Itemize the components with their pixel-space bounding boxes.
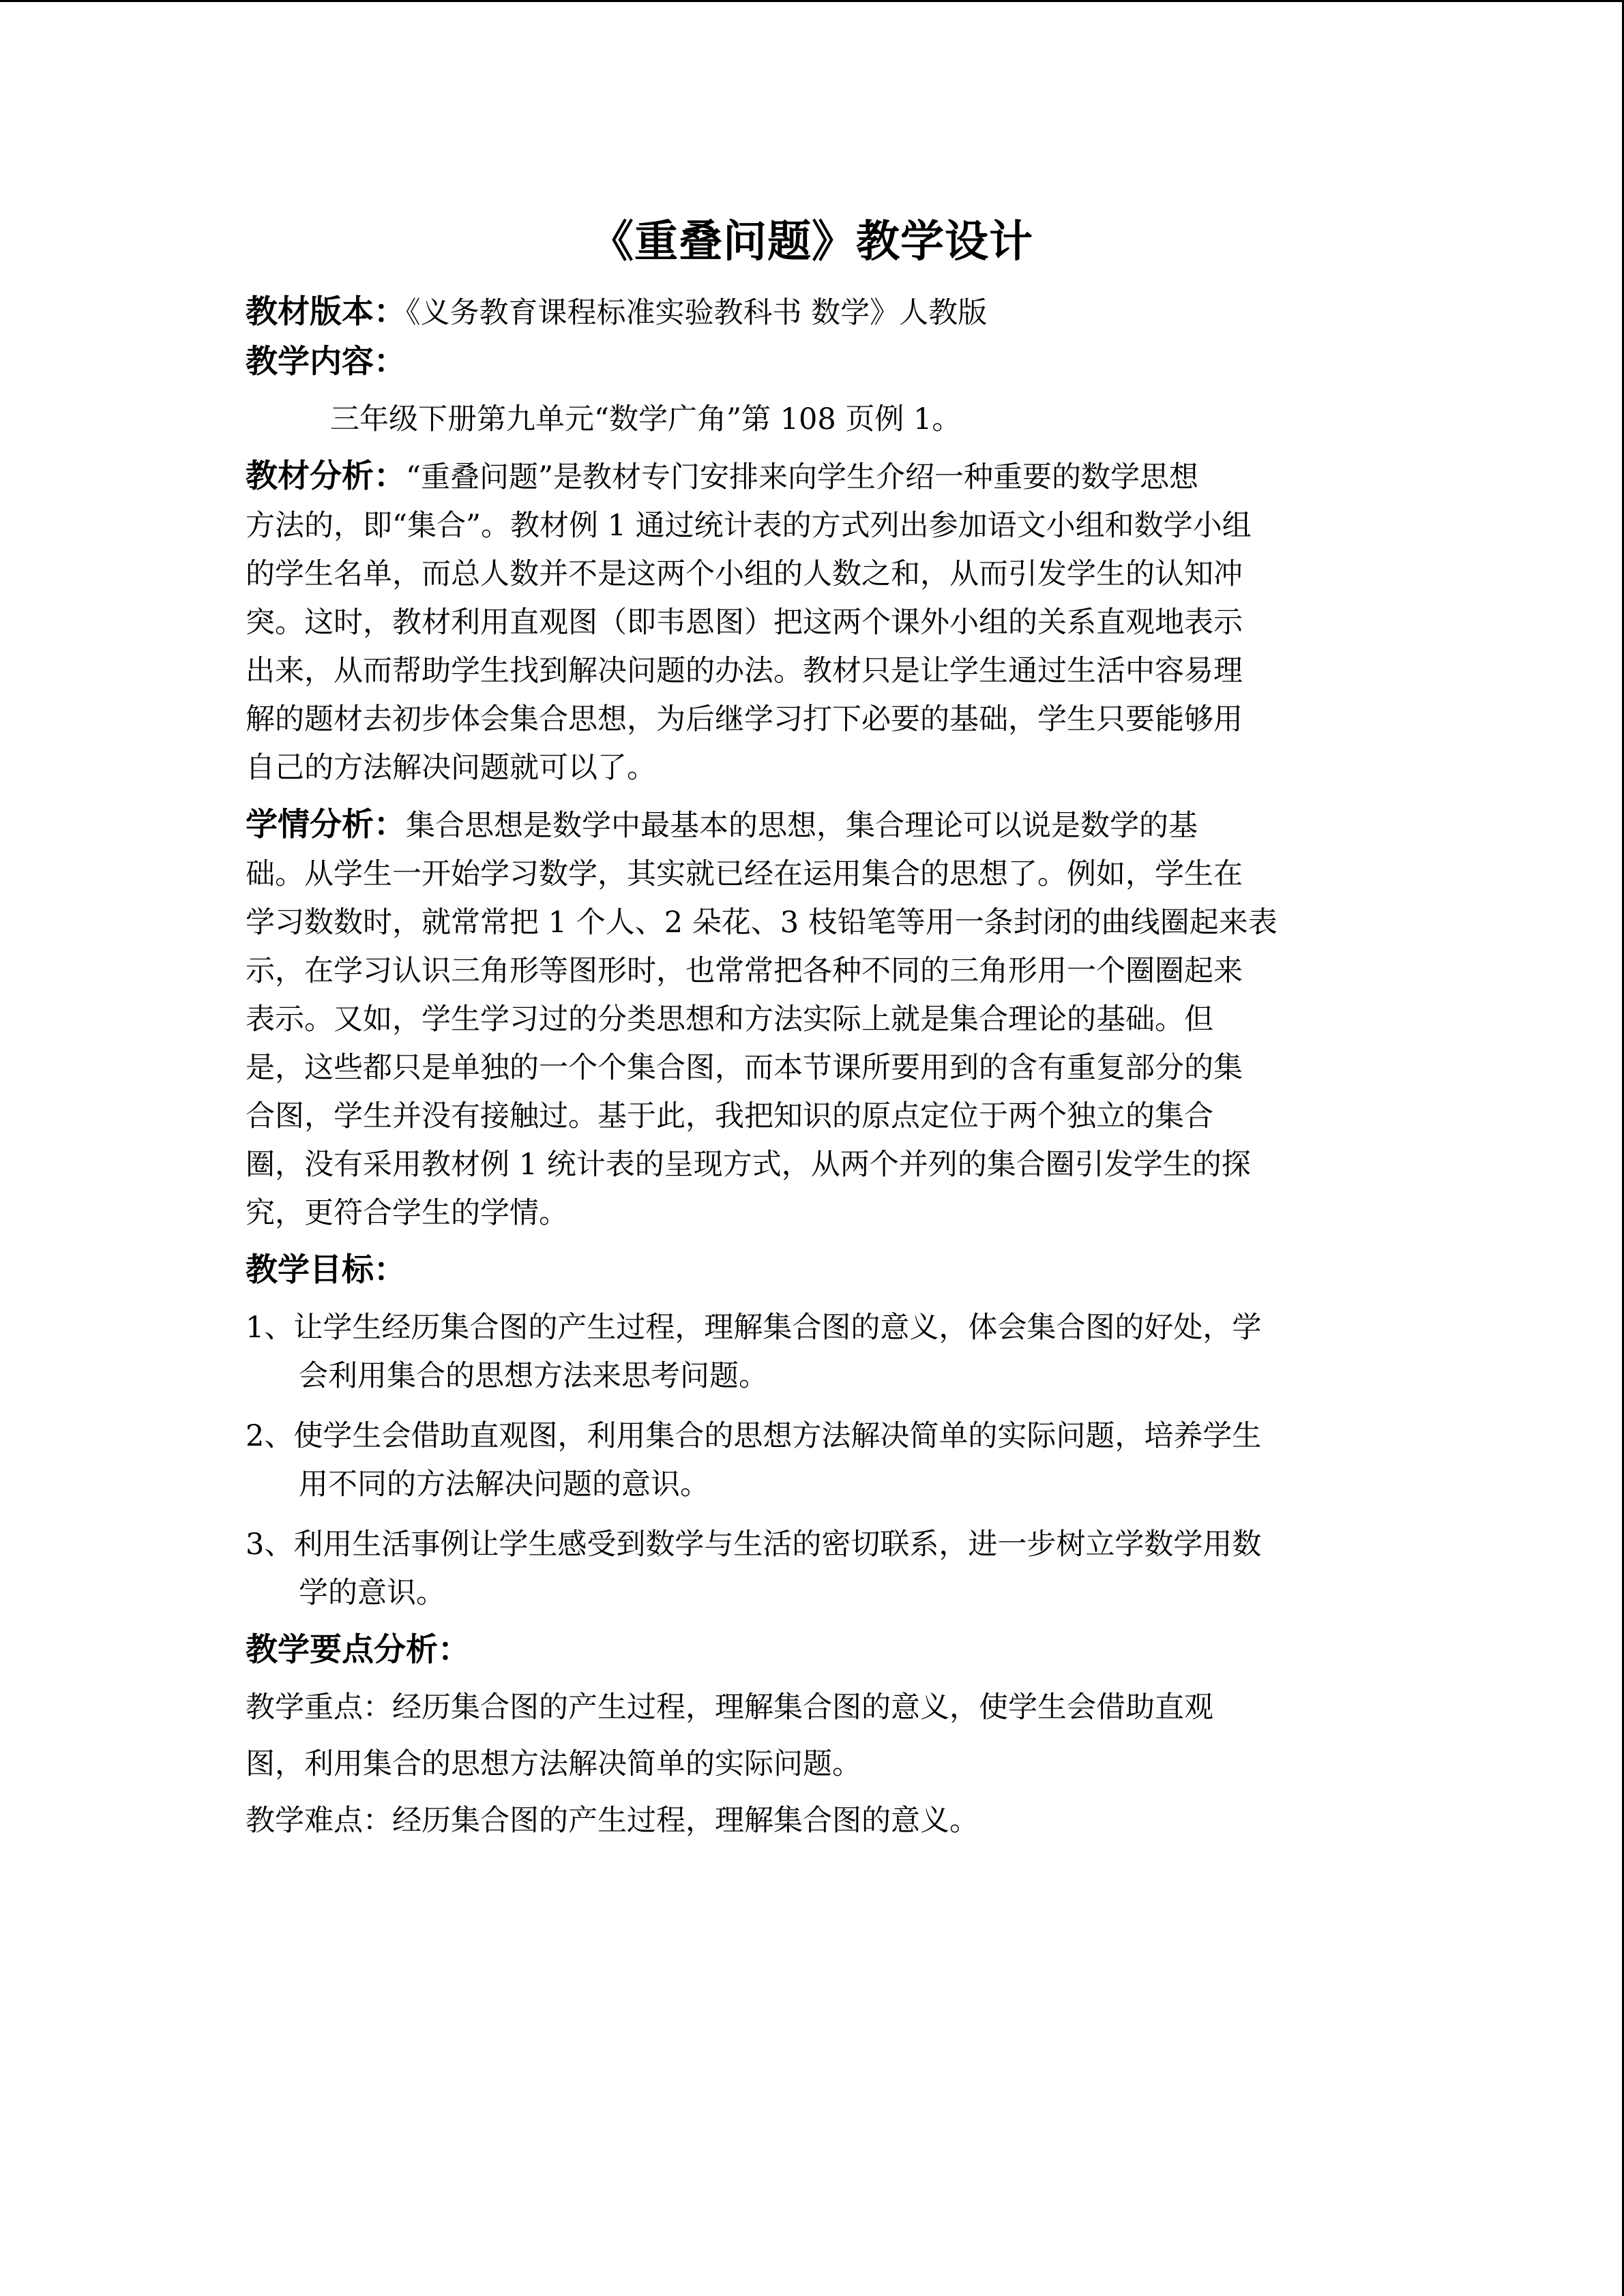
- material-analysis-line-3: 的学生名单，而总人数并不是这两个小组的人数之和，从而引发学生的认知冲: [246, 557, 1243, 591]
- objectives-heading: 教学目标：: [246, 1251, 406, 1289]
- student-analysis-line-2: 础。从学生一开始学习数学，其实就已经在运用集合的思想了。例如，学生在: [246, 857, 1243, 891]
- key-points-heading: 教学要点分析：: [246, 1631, 470, 1669]
- textbook-version-line: [246, 288, 1378, 338]
- objectives-section: [246, 1246, 1378, 1617]
- textbook-version-value: 《义务教育课程标准实验教科书 数学》人教版: [406, 296, 988, 330]
- objective-3-cont: 学的意识。: [299, 1576, 445, 1610]
- student-analysis-line-3: 学习数数时，就常常把 1 个人、2 朵花、3 枝铅笔等用一条封闭的曲线圈起来表: [246, 906, 1278, 940]
- student-analysis-label: 学情分析：: [246, 806, 406, 844]
- material-analysis-label: 教材分析：: [246, 458, 406, 495]
- material-analysis-line-7: 自己的方法解决问题就可以了。: [246, 751, 656, 785]
- student-analysis-line-4: 示，在学习认识三角形等图形时，也常常把各种不同的三角形用一个圈圈起来: [246, 954, 1243, 988]
- student-analysis-line-9: 究，更符合学生的学情。: [246, 1196, 568, 1230]
- teaching-content-text: 三年级下册第九单元“数学广角”第 108 页例 1。: [330, 402, 962, 436]
- material-analysis-line-1: 教材分析：“重叠问题”是教材专门安排来向学生介绍一种重要的数学思想: [246, 458, 1198, 495]
- teaching-focus-line-2: 图，利用集合的思想方法解决简单的实际问题。: [246, 1747, 861, 1781]
- objective-2: 2、使学生会借助直观图，利用集合的思想方法解决简单的实际问题，培养学生: [246, 1419, 1262, 1453]
- teaching-content-line: [246, 338, 1378, 387]
- material-analysis-line-4: 突。这时，教材利用直观图（即韦恩图）把这两个课外小组的关系直观地表示: [246, 606, 1243, 640]
- material-analysis-line-6: 解的题材去初步体会集合思想，为后继学习打下必要的基础，学生只要能够用: [246, 702, 1243, 736]
- objective-3: 3、利用生活事例让学生感受到数学与生活的密切联系，进一步树立学数学用数: [246, 1527, 1262, 1562]
- student-analysis-line-1: 学情分析：集合思想是数学中最基本的思想，集合理论可以说是数学的基: [246, 806, 1198, 844]
- teaching-content-label: 教学内容：: [246, 343, 406, 381]
- objective-1-cont: 会利用集合的思想方法来思考问题。: [299, 1359, 768, 1393]
- teaching-difficulty: 教学难点：经历集合图的产生过程，理解集合图的意义。: [246, 1804, 979, 1838]
- student-analysis-line-6: 是，这些都只是单独的一个个集合图，而本节课所要用到的含有重复部分的集: [246, 1051, 1243, 1085]
- student-analysis-line-8: 圈，没有采用教材例 1 统计表的呈现方式，从两个并列的集合圈引发学生的探: [246, 1148, 1251, 1182]
- key-points-section: [246, 1626, 1378, 1845]
- student-analysis-line-5: 表示。又如，学生学习过的分类思想和方法实际上就是集合理论的基础。但: [246, 1002, 1213, 1037]
- teaching-focus-line-1: 教学重点：经历集合图的产生过程，理解集合图的意义，使学生会借助直观: [246, 1690, 1213, 1725]
- document-body: [246, 205, 1378, 1845]
- material-analysis-line-2: 方法的，即“集合”。教材例 1 通过统计表的方式列出参加语文小组和数学小组: [246, 509, 1252, 543]
- student-analysis-line-7: 合图，学生并没有接触过。基于此，我把知识的原点定位于两个独立的集合: [246, 1099, 1213, 1133]
- material-analysis-line-5: 出来，从而帮助学生找到解决问题的办法。教材只是让学生通过生活中容易理: [246, 654, 1243, 688]
- page-border-top: [0, 0, 1624, 2]
- material-analysis-section: [246, 452, 1378, 792]
- student-analysis-section: [246, 801, 1378, 1238]
- objective-2-cont: 用不同的方法解决问题的意识。: [299, 1467, 709, 1502]
- objective-1: 1、让学生经历集合图的产生过程，理解集合图的意义，体会集合图的好处，学: [246, 1311, 1262, 1345]
- document-title: 《重叠问题》教学设计: [590, 217, 1033, 267]
- textbook-version-label: 教材版本：: [246, 293, 406, 331]
